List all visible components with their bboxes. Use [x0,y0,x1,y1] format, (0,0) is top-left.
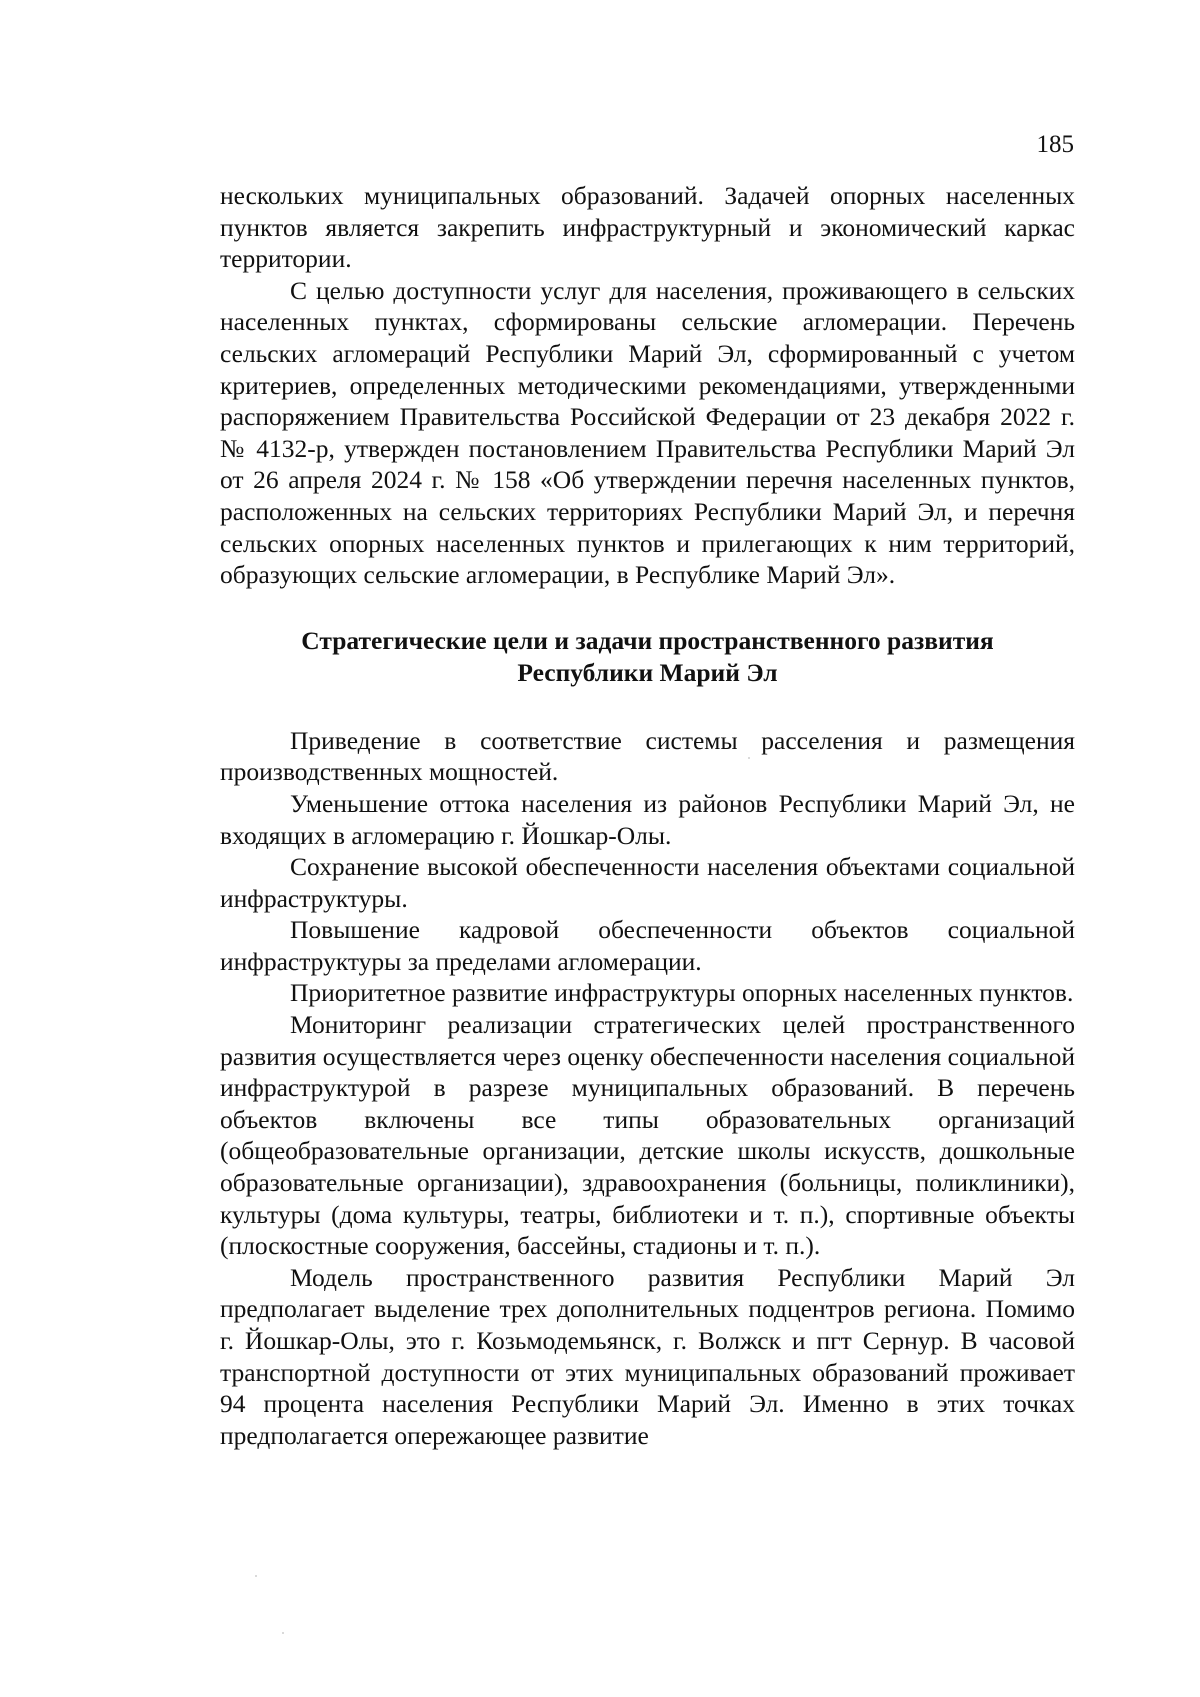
scan-speck [748,757,750,759]
paragraph-continuation: нескольких муниципальных образований. Задачей опорных населенных пунктов является закрепить инфраструктурный и экономический каркас территории. [220,181,1075,274]
scan-speck [255,1575,257,1577]
goal-paragraph: Приоритетное развитие инфраструктуры опорных населенных пунктов. [290,978,1074,1008]
document-body [220,180,1075,1451]
monitoring-paragraph: Мониторинг реализации стратегических целей пространственного развития осуществляется через оценку обеспеченности населения социальной инфраструктурой в разрезе муниципальных образований. В перечень объектов включены все типы образовательных организаций (общеобразовательные организации, детские школы искусств, дошкольные образовательные организации), здравоохранения (больницы, поликлиники), культуры (дома культуры, театры, библиотеки и т. п.), спортивные объекты (плоскостные сооружения, бассейны, стадионы и т. п.). [220,1010,1075,1261]
model-paragraph: Модель пространственного развития Республики Марий Эл предполагает выделение трех дополнительных подцентров региона. Помимо г. Йошкар-Олы, это г. Козьмодемьянск, г. Волжск и пгт Сернур. В часовой транспортной доступности от этих муниципальных образований проживает 94 процента населения Республики Марий Эл. Именно в этих точках предполагается опережающее развитие [220,1262,1075,1450]
goal-paragraph: Уменьшение оттока населения из районов Республики Марий Эл, не входящих в агломерацию г. Йошкар-Олы. [220,788,1075,850]
paragraph-rural-agglomerations: С целью доступности услуг для населения, проживающего в сельских населенных пунктах, сформированы сельские агломерации. Перечень сельских агломераций Республики Марий Эл, сформированный с учетом критериев, определенных методическими рекомендациями, утвержденными распоряжением Правительства Российской Федерации от 23 декабря 2022 г. № 4132-р, утвержден постановлением Правительства Республики Марий Эл от 26 апреля 2024 г. № 158 «Об утверждении перечня населенных пунктов, расположенных на сельских территориях Республики Марий Эл, и перечня сельских опорных населенных пунктов и прилегающих к ним территорий, образующих сельские агломерации, в Республике Марий Эл». [220,275,1075,590]
section-heading-line-2: Республики Марий Эл [517,657,778,687]
page-number: 185 [1036,131,1074,158]
goal-paragraph: Повышение кадровой обеспеченности объектов социальной инфраструктуры за пределами агломерации. [220,915,1075,976]
section-heading-line-1: Стратегические цели и задачи пространственного развития [301,625,994,655]
scan-speck [282,1632,284,1634]
section-heading [220,625,1075,689]
goal-paragraph: Приведение в соответствие системы расселения и размещения производственных мощностей. [220,725,1075,787]
goal-paragraph: Сохранение высокой обеспеченности населения объектами социальной инфраструктуры. [220,852,1075,913]
